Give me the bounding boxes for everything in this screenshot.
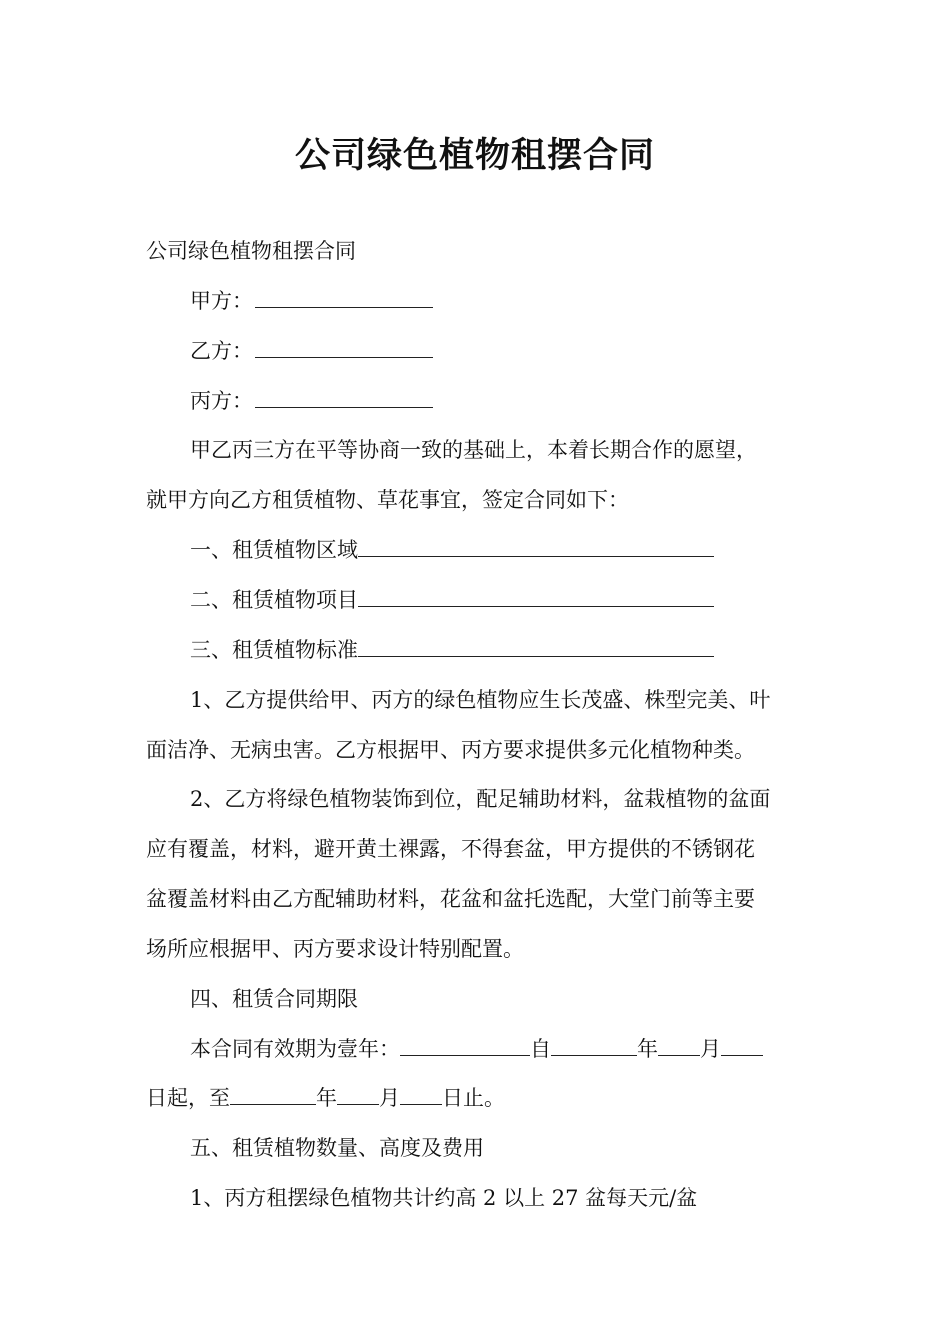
section-2-blank: [358, 586, 714, 607]
start-month-label: 月: [700, 1037, 721, 1061]
term-line-2: [146, 1083, 810, 1113]
start-day-blank: [721, 1035, 763, 1056]
section-3-heading: 三、租赁植物标准: [190, 638, 358, 662]
party-c-blank: [255, 387, 433, 408]
document-subtitle: 公司绿色植物租摆合同: [146, 239, 356, 263]
day-end-label: 日止。: [442, 1086, 505, 1110]
item-1-line-2: 面洁净、无病虫害。乙方根据甲、丙方要求提供多元化植物种类。: [146, 738, 755, 762]
party-a-blank: [255, 287, 433, 308]
section-3-blank: [358, 636, 714, 657]
term-line-1: [190, 1034, 854, 1064]
section-2-heading: 二、租赁植物项目: [190, 588, 358, 612]
party-a-label: 甲方：: [190, 289, 253, 313]
section-4-heading: 四、租赁合同期限: [190, 987, 358, 1011]
section-3-line: [190, 635, 854, 665]
section-2-line: [190, 585, 854, 615]
item-2-line-1: 2、乙方将绿色植物装饰到位，配足辅助材料，盆栽植物的盆面: [190, 787, 771, 811]
item-5-1: 1、丙方租摆绿色植物共计约高 2 以上 27 盆每天元/盆: [190, 1186, 698, 1210]
item-1-line-1: 1、乙方提供给甲、丙方的绿色植物应生长茂盛、株型完美、叶: [190, 688, 771, 712]
document-title: 公司绿色植物租摆合同: [294, 136, 655, 176]
party-c-label: 丙方：: [190, 389, 253, 413]
section-5-heading: 五、租赁植物数量、高度及费用: [190, 1136, 484, 1160]
item-2-line-4: 场所应根据甲、丙方要求设计特别配置。: [146, 937, 524, 961]
end-year-label: 年: [316, 1086, 337, 1110]
term-from: 自: [530, 1037, 551, 1061]
term-text: 本合同有效期为壹年：: [190, 1037, 400, 1061]
item-2-line-3: 盆覆盖材料由乙方配辅助材料，花盆和盆托选配，大堂门前等主要: [146, 887, 755, 911]
start-month-blank: [658, 1035, 700, 1056]
party-b-line: [190, 336, 854, 366]
party-a-line: [190, 286, 854, 316]
party-c-line: [190, 386, 854, 416]
end-day-blank: [400, 1084, 442, 1105]
end-month-blank: [337, 1084, 379, 1105]
end-year-blank: [230, 1084, 316, 1105]
term-number-blank: [400, 1035, 530, 1056]
item-2-line-2: 应有覆盖，材料，避开黄土裸露，不得套盆，甲方提供的不锈钢花: [146, 837, 755, 861]
start-year-label: 年: [637, 1037, 658, 1061]
intro-line-1: 甲乙丙三方在平等协商一致的基础上，本着长期合作的愿望，: [190, 438, 757, 462]
section-1-heading: 一、租赁植物区域: [190, 538, 358, 562]
party-b-label: 乙方：: [190, 339, 253, 363]
section-1-blank: [358, 536, 714, 557]
end-month-label: 月: [379, 1086, 400, 1110]
intro-line-2: 就甲方向乙方租赁植物、草花事宜，签定合同如下：: [146, 488, 629, 512]
day-from-label: 日起，至: [146, 1086, 230, 1110]
start-year-blank: [551, 1035, 637, 1056]
party-b-blank: [255, 337, 433, 358]
section-1-line: [190, 535, 854, 565]
